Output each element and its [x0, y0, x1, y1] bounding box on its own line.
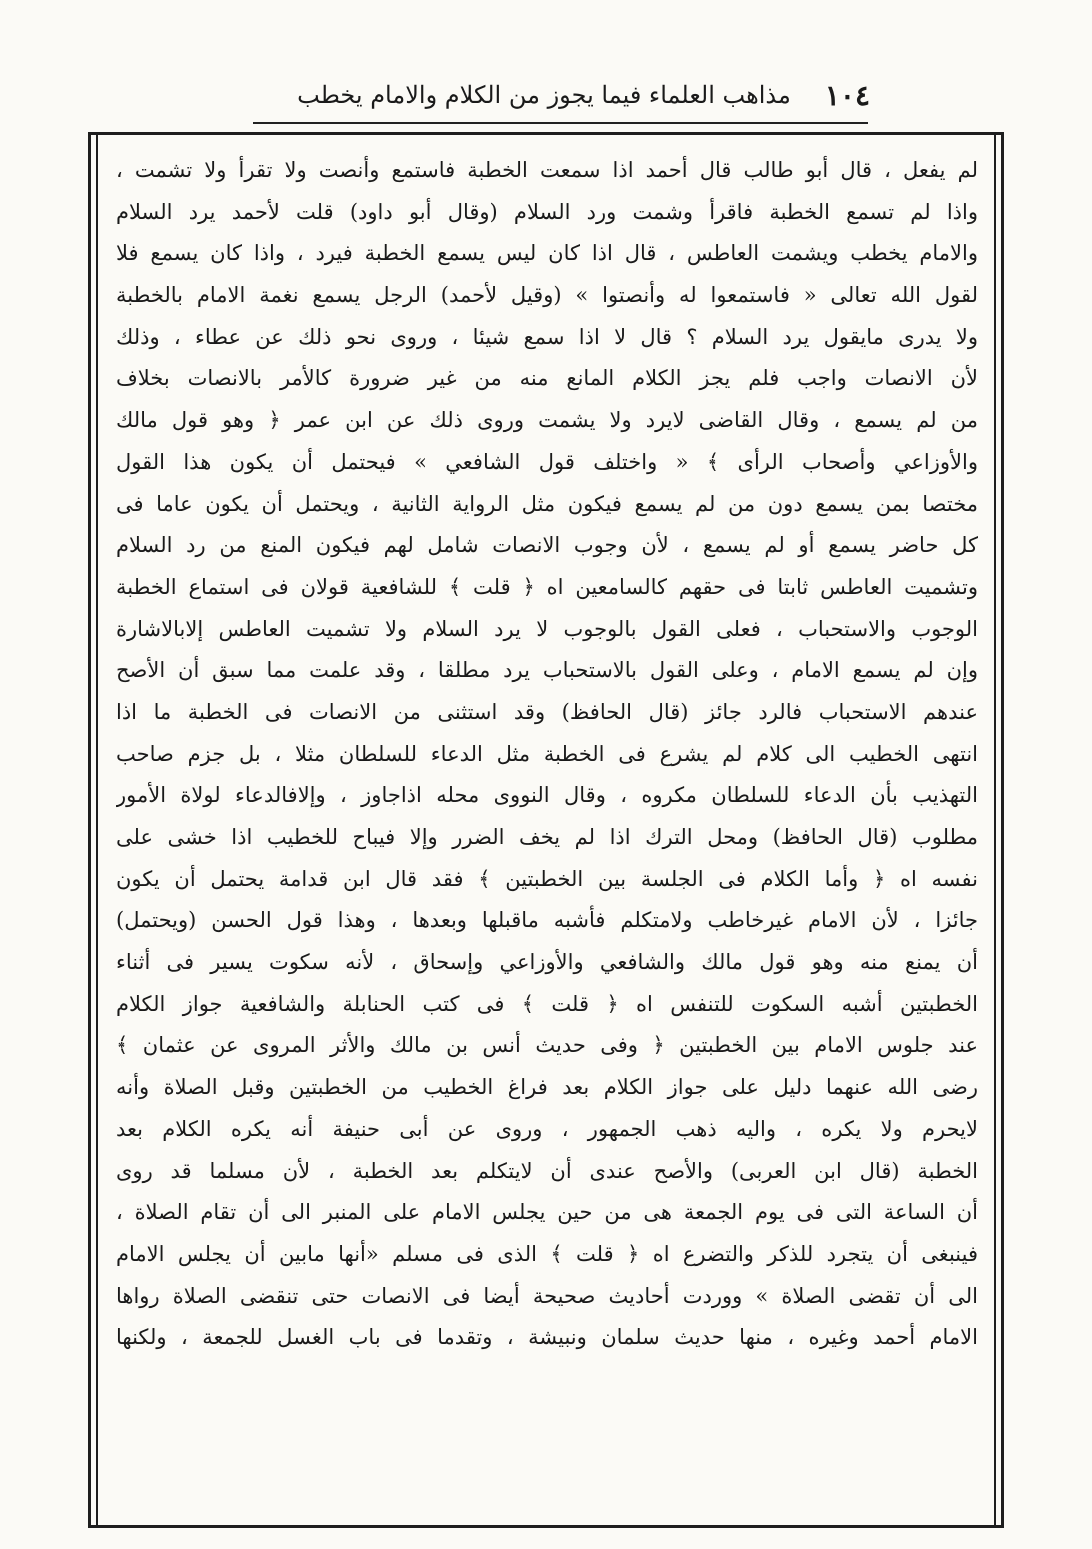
running-title: مذاهب العلماء فيما يجوز من الكلام والامام يخطب [297, 81, 791, 109]
text-line: جائزا ، لأن الامام غيرخاطب ولامتكلم فأشبه ماقبلها وبعدها ، وهذا قول الحسن (ويحتمل) [116, 908, 978, 933]
text-line: لقول الله تعالى « فاستمعوا له وأنصتوا » (وقيل لأحمد) الرجل يسمع نغمة الامام بالخطبة [116, 283, 978, 308]
text-line: أن يمنع منه وهو قول مالك والشافعي والأوزاعي وإسحاق ، لأنه سكوت يسير فى أثناء [116, 950, 978, 975]
text-line: واذا لم تسمع الخطبة فاقرأ وشمت ورد السلام (وقال أبو داود) قلت لأحمد يرد السلام [116, 199, 978, 224]
text-line: أن الساعة التى فى يوم الجمعة هى من حين يجلس الامام على المنبر الى أن تقام الصلاة ، [116, 1200, 978, 1225]
page-number: ١٠٤ [824, 78, 870, 112]
text-line: مختصا بمن يسمع دون من لم يسمع فيكون مثل الرواية الثانية ، ويحتمل أن يكون عاما فى [116, 491, 978, 516]
text-line: والأوزاعي وأصحاب الرأى ﴾ « واختلف قول الشافعي » فيحتمل أن يكون هذا القول [116, 449, 978, 474]
text-line: الخطبتين أشبه السكوت للتنفس اه ﴿ قلت ﴾ فى كتب الحنابلة والشافعية جواز الكلام [116, 991, 978, 1016]
text-line: الوجوب والاستحباب ، فعلى القول بالوجوب لا يرد السلام ولا تشميت العاطس إلابالاشارة [116, 616, 978, 641]
text-line: ولا يدرى مايقول يرد السلام ؟ قال لا اذا سمع شيئا ، وروى نحو ذلك عن عطاء ، وذلك [116, 324, 978, 349]
page-header [250, 70, 870, 120]
text-line: انتهى الخطيب الى كلام لم يشرع فى الخطبة مثل الدعاء للسلطان مثلا ، بل جزم صاحب [116, 741, 978, 766]
body-text [116, 150, 978, 1359]
text-line: والامام يخطب ويشمت العاطس ، قال اذا كان ليس يسمع الخطبة فيرد ، واذا كان يسمع فلا [116, 241, 978, 266]
text-line: لايحرم ولا يكره ، واليه ذهب الجمهور ، وروى عن أبى حنيفة أنه يكره الكلام بعد [116, 1116, 978, 1141]
text-line: لم يفعل ، قال أبو طالب قال أحمد اذا سمعت الخطبة فاستمع وأنصت ولا تقرأ ولا تشمت ، [116, 158, 978, 182]
text-line: الامام أحمد وغيره ، منها حديث سلمان ونبيشة ، وتقدما فى باب الغسل للجمعة ، ولكنها [116, 1325, 978, 1350]
text-line: نفسه اه ﴿ وأما الكلام فى الجلسة بين الخطبتين ﴾ فقد قال ابن قدامة يحتمل أن يكون [116, 866, 978, 891]
text-line: لأن الانصات واجب فلم يجز الكلام المانع منه من غير ضرورة كالأمر بالانصات بخلاف [116, 366, 978, 391]
text-line: التهذيب بأن الدعاء للسلطان مكروه ، وقال النووى محله اذاجاوز ، وإلافالدعاء لولاة الأمور [116, 783, 978, 808]
text-line: الى أن تقضى الصلاة » ووردت أحاديث صحيحة أيضا فى الانصات حتى تنقضى الصلاة رواها [116, 1283, 978, 1308]
text-line: كل حاضر يسمع أو لم يسمع ، لأن وجوب الانصات شامل لهم فيكون المنع من رد السلام [116, 533, 978, 558]
text-line: وإن لم يسمع الامام ، وعلى القول بالاستحباب يرد مطلقا ، وقد علمت مما سبق أن الأصح [116, 658, 978, 683]
text-line: مطلوب (قال الحافظ) ومحل الترك اذا لم يخف الضرر وإلا فيباح للخطيب اذا خشى على [116, 825, 978, 849]
header-rule [253, 122, 868, 124]
text-line: وتشميت العاطس ثابتا فى حقهم كالسامعين اه ﴿ قلت ﴾ للشافعية قولان فى استماع الخطبة [116, 574, 978, 599]
text-line: رضى الله عنهما دليل على جواز الكلام بعد فراغ الخطيب من الخطبتين وقبل الصلاة وأنه [116, 1075, 978, 1100]
text-line: عند جلوس الامام بين الخطبتين ﴿ وفى حديث أنس بن مالك والأثر المروى عن عثمان ﴾ [116, 1033, 978, 1058]
text-line: الخطبة (قال ابن العربى) والأصح عندى أن لايتكلم بعد الخطبة ، لأن مسلما قد روى [116, 1158, 978, 1183]
text-line: فينبغى أن يتجرد للذكر والتضرع اه ﴿ قلت ﴾ الذى فى مسلم «أنها مابين أن يجلس الامام [116, 1241, 978, 1266]
text-line: من لم يسمع ، وقال القاضى لايرد ولا يشمت وروى ذلك عن ابن عمر ﴿ وهو قول مالك [116, 408, 978, 433]
text-line: عندهم الاستحباب فالرد جائز (قال الحافظ) وقد استثنى من الانصات فى الخطبة ما اذا [116, 699, 978, 724]
